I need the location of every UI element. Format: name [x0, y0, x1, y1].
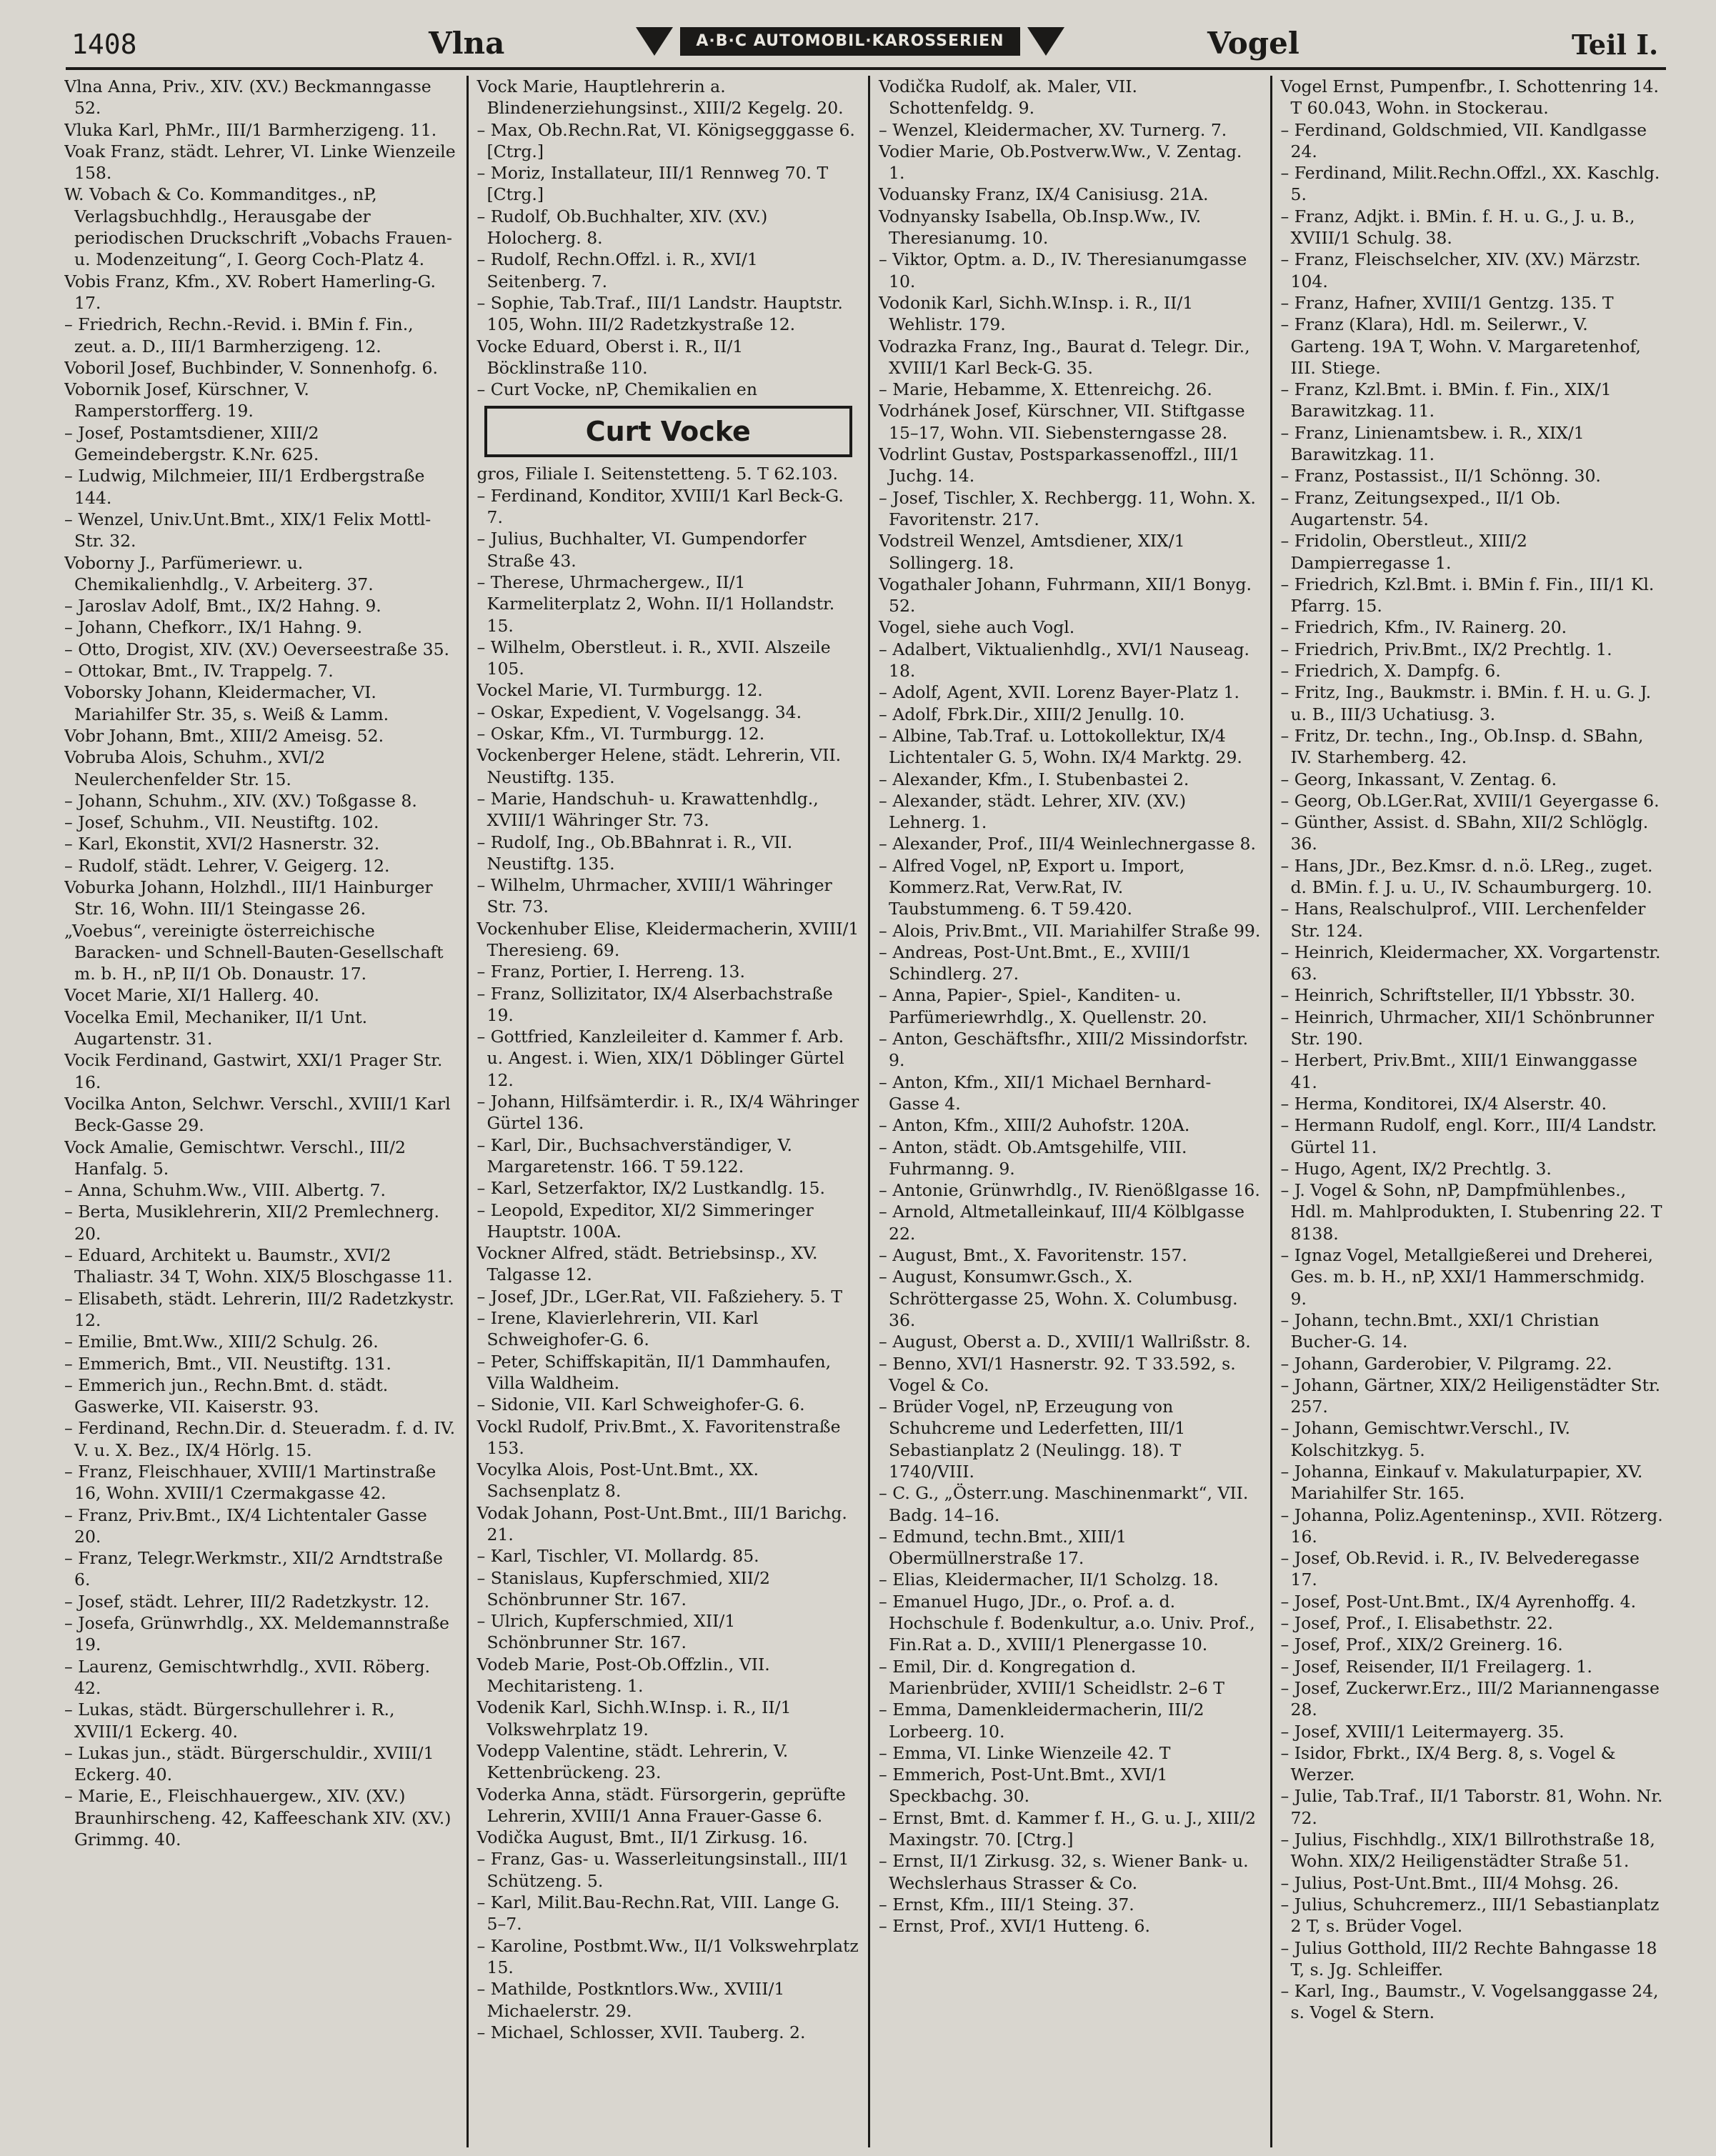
logo-left-icon [636, 27, 673, 56]
directory-entry: Voborsky Johann, Kleidermacher, VI. Mariahilfer Str. 35, s. Weiß & Lamm. [64, 682, 389, 724]
directory-entry: – J. Vogel & Sohn, nP, Dampfmühlenbes., Hdl. m. Mahlprodukten, I. Stubenring 22. T 8138. [1280, 1180, 1662, 1244]
directory-entry: – Josef, Schuhm., VII. Neustiftg. 102. [64, 812, 379, 833]
directory-entry: – Josef, städt. Lehrer, III/2 Radetzkystr. 12. [64, 1591, 430, 1612]
directory-entry: – Emanuel Hugo, JDr., o. Prof. a. d. Hochschule f. Bodenkultur, a.o. Univ. Prof., Fin.Rat a. D., XVIII/1 Plenergasse 10. [879, 1591, 1255, 1655]
directory-entry: – Franz, Gas- u. Wasserleitungsinstall., III/1 Schützeng. 5. [477, 1849, 849, 1891]
directory-entry: Vodenik Karl, Sichh.W.Insp. i. R., II/1 Volkswehrplatz 19. [477, 1697, 792, 1740]
directory-entry: – Johann, techn.Bmt., XXI/1 Christian Bucher-G. 14. [1280, 1309, 1600, 1352]
directory-entry: – Emmerich jun., Rechn.Bmt. d. städt. Gaswerke, VII. Kaiserstr. 93. [64, 1374, 389, 1417]
directory-entry: – Wenzel, Kleidermacher, XV. Turnerg. 7. [879, 119, 1227, 140]
directory-entry: – Emma, VI. Linke Wienzeile 42. T [879, 1742, 1171, 1763]
directory-entry: Vodrhánek Josef, Kürschner, VII. Stiftgasse 15–17, Wohn. VII. Siebensterngasse 28. [879, 401, 1245, 443]
directory-entry: – Therese, Uhrmachergew., II/1 Karmeliterplatz 2, Wohn. II/1 Hollandstr. 15. [477, 572, 835, 636]
directory-entry: – Hans, JDr., Bez.Kmsr. d. n.ö. LReg., zuget. d. BMin. f. J. u. U., IV. Schaumburgerg. 10. [1280, 855, 1653, 897]
directory-entry: – Ernst, Bmt. d. Kammer f. H., G. u. J., XIII/2 Maxingstr. 70. [Ctrg.] [879, 1807, 1256, 1850]
directory-entry: – Franz, Linienamtsbew. i. R., XIX/1 Barawitzkag. 11. [1280, 422, 1585, 465]
directory-entry: – Ernst, II/1 Zirkusg. 32, s. Wiener Bank- u. Wechslerhaus Strasser & Co. [879, 1851, 1249, 1893]
directory-entry: – Elisabeth, städt. Lehrerin, III/2 Radetzkystr. 12. [64, 1288, 454, 1330]
directory-entry: Vodička August, Bmt., II/1 Zirkusg. 16. [477, 1827, 808, 1848]
directory-entry: – Hans, Realschulprof., VIII. Lerchenfelder Str. 124. [1280, 899, 1646, 941]
directory-entry: – Rudolf, Rechn.Offzl. i. R., XVI/1 Seitenberg. 7. [477, 249, 758, 291]
directory-entry: – Karl, Dir., Buchsachverständiger, V. Margaretenstr. 166. T 59.122. [477, 1134, 792, 1177]
part-label: Teil I. [1572, 29, 1659, 61]
directory-entry: Vocylka Alois, Post-Unt.Bmt., XX. Sachsenplatz 8. [477, 1459, 759, 1502]
directory-entry: – Gottfried, Kanzleileiter d. Kammer f. Arb. u. Angest. i. Wien, XIX/1 Döblinger Gürtel 12. [477, 1027, 844, 1090]
directory-entry: Vodeb Marie, Post-Ob.Offzlin., VII. Mechitaristeng. 1. [477, 1654, 770, 1697]
directory-entry: Vobis Franz, Kfm., XV. Robert Hamerling-G. 17. [64, 271, 436, 313]
directory-entry: – Friedrich, X. Dampfg. 6. [1280, 661, 1501, 682]
directory-entry: – Heinrich, Uhrmacher, XII/1 Schönbrunner Str. 190. [1280, 1007, 1655, 1049]
directory-entry: – Franz, Fleischselcher, XIV. (XV.) Märzstr. 104. [1280, 249, 1641, 291]
directory-entry: Vodrlint Gustav, Postsparkassenoffzl., III/1 Juchg. 14. [879, 444, 1240, 486]
directory-entry: Vodstreil Wenzel, Amtsdiener, XIX/1 Sollingerg. 18. [879, 531, 1185, 573]
directory-entry: Vockenberger Helene, städt. Lehrerin, VII. Neustiftg. 135. [477, 745, 842, 787]
directory-entry: – Michael, Schlosser, XVII. Tauberg. 2. [477, 2022, 806, 2042]
directory-entry: – Rudolf, Ing., Ob.BBahnrat i. R., VII. Neustiftg. 135. [477, 832, 793, 874]
directory-entry: – Karl, Milit.Bau-Rechn.Rat, VIII. Lange G. 5–7. [477, 1892, 840, 1935]
directory-entry: Vocik Ferdinand, Gastwirt, XXI/1 Prager Str. 16. [64, 1050, 443, 1092]
header-last-entry: Vogel [1207, 26, 1300, 61]
directory-entry: – Johann, Gemischtwr.Verschl., IV. Kolschitzkyg. 5. [1280, 1418, 1571, 1460]
directory-entry: – Franz, Sollizitator, IX/4 Alserbachstraße 19. [477, 983, 833, 1025]
directory-entry: – Karl, Ekonstit, XVI/2 Hasnerstr. 32. [64, 834, 380, 854]
directory-entry: – Franz, Fleischhauer, XVIII/1 Martinstraße 16, Wohn. XVIII/1 Czermakgasse 42. [64, 1462, 437, 1504]
directory-entry: Vodak Johann, Post-Unt.Bmt., III/1 Barichg. 21. [477, 1502, 847, 1544]
directory-entry: Vobruba Alois, Schuhm., XVI/2 Neulerchenfelder Str. 15. [64, 747, 326, 789]
directory-entry: – Ottokar, Bmt., IV. Trappelg. 7. [64, 661, 334, 682]
directory-entry: – Emma, Damenkleidermacherin, III/2 Lorbeerg. 10. [879, 1700, 1204, 1742]
directory-entry: – Josef, JDr., LGer.Rat, VII. Faßziehery. 5. T [477, 1286, 843, 1307]
directory-entry: – Lukas, städt. Bürgerschullehrer i. R., XVIII/1 Eckerg. 40. [64, 1700, 395, 1742]
directory-entry: – Friedrich, Kfm., IV. Rainerg. 20. [1280, 617, 1567, 638]
directory-entry: – Arnold, Altmetalleinkauf, III/4 Kölblgasse 22. [879, 1202, 1244, 1244]
directory-entry: Vodonik Karl, Sichh.W.Insp. i. R., II/1 Wehlistr. 179. [879, 292, 1194, 335]
directory-entry: – Sophie, Tab.Traf., III/1 Landstr. Hauptstr. 105, Wohn. III/2 Radetzkystraße 12. [477, 292, 843, 335]
directory-entry: Voboril Josef, Buchbinder, V. Sonnenhofg. 6. [64, 357, 438, 378]
directory-entry: – Franz, Telegr.Werkmstr., XII/2 Arndtstraße 6. [64, 1548, 443, 1590]
directory-entry: – Günther, Assist. d. SBahn, XII/2 Schlöglg. 36. [1280, 812, 1649, 854]
directory-entry: – Emmerich, Bmt., VII. Neustiftg. 131. [64, 1353, 391, 1374]
directory-entry: Vlna Anna, Priv., XIV. (XV.) Beckmanngasse 52. [64, 76, 432, 119]
directory-entry: Vogel, siehe auch Vogl. [879, 617, 1075, 638]
directory-entry: Vobornik Josef, Kürschner, V. Ramperstorfferg. 19. [64, 379, 309, 421]
directory-entry: – Wilhelm, Oberstleut. i. R., XVII. Alszeile 105. [477, 637, 831, 679]
directory-entry: – Herbert, Priv.Bmt., XIII/1 Einwanggasse 41. [1280, 1050, 1637, 1092]
directory-entry: – Johann, Hilfsämterdir. i. R., IX/4 Währinger Gürtel 136. [477, 1092, 859, 1134]
directory-entry: Voborny J., Parfümeriewr. u. Chemikalienhdlg., V. Arbeiterg. 37. [64, 552, 374, 594]
directory-entry: Vockl Rudolf, Priv.Bmt., X. Favoritenstraße 153. [477, 1416, 841, 1458]
directory-entry: – Anton, Kfm., XIII/2 Auhofstr. 120A. [879, 1115, 1190, 1136]
column-4 [1270, 76, 1672, 2147]
banner-text: A·B·C AUTOMOBIL·KAROSSERIEN [680, 27, 1020, 56]
column-2-bottom [477, 463, 860, 2043]
directory-entry: Vodička Rudolf, ak. Maler, VII. Schottenfeldg. 9. [879, 76, 1138, 119]
directory-entry: Vock Amalie, Gemischtwr. Verschl., III/2 Hanfalg. 5. [64, 1137, 406, 1179]
directory-entry: – Ferdinand, Rechn.Dir. d. Steueradm. f. d. IV. V. u. X. Bez., IX/4 Hörlg. 15. [64, 1418, 456, 1460]
directory-entry: – Anna, Schuhm.Ww., VIII. Albertg. 7. [64, 1180, 386, 1201]
directory-entry: – Josef, Prof., XIX/2 Greinerg. 16. [1280, 1635, 1563, 1655]
directory-entry: Vobr Johann, Bmt., XIII/2 Ameisg. 52. [64, 725, 384, 746]
directory-entry: – Oskar, Kfm., VI. Turmburgg. 12. [477, 724, 765, 744]
directory-entry: – Curt Vocke, nP, Chemikalien en [477, 379, 757, 400]
directory-entry: – Herma, Konditorei, IX/4 Alserstr. 40. [1280, 1093, 1607, 1114]
directory-entry: Vodrazka Franz, Ing., Baurat d. Telegr. Dir., XVIII/1 Karl Beck-G. 35. [879, 336, 1250, 378]
directory-entry: Vocilka Anton, Selchwr. Verschl., XVIII/1 Karl Beck-Gasse 29. [64, 1093, 451, 1136]
directory-entry: – Karl, Setzerfaktor, IX/2 Lustkandlg. 15. [477, 1178, 825, 1199]
directory-entry: – Marie, Handschuh- u. Krawattenhdlg., XVIII/1 Währinger Str. 73. [477, 788, 819, 831]
directory-entry: – Emmerich, Post-Unt.Bmt., XVI/1 Speckbachg. 30. [879, 1765, 1168, 1807]
directory-entry: – Isidor, Fbrkt., IX/4 Berg. 8, s. Vogel & Werzer. [1280, 1742, 1616, 1785]
directory-entry: Vockel Marie, VI. Turmburgg. 12. [477, 680, 763, 701]
directory-entry: – Heinrich, Schriftsteller, II/1 Ybbsstr. 30. [1280, 985, 1636, 1006]
advertisement-box: Curt Vocke [484, 406, 853, 457]
directory-entry: – C. G., „Österr.ung. Maschinenmarkt“, VII. Badg. 14–16. [879, 1483, 1249, 1525]
directory-entry: – Friedrich, Priv.Bmt., IX/2 Prechtlg. 1. [1280, 639, 1612, 659]
directory-entry: – Ludwig, Milchmeier, III/1 Erdbergstraße 144. [64, 466, 425, 508]
advertising-banner [636, 26, 1064, 57]
directory-entry: – Wenzel, Univ.Unt.Bmt., XIX/1 Felix Mottl-Str. 32. [64, 509, 432, 552]
directory-entry: – Edmund, techn.Bmt., XIII/1 Obermüllnerstraße 17. [879, 1526, 1127, 1569]
directory-entry: – Brüder Vogel, nP, Erzeugung von Schuhcreme und Lederfetten, III/1 Sebastianplatz 2 (Neulingg. 18). T 1740/VIII. [879, 1397, 1186, 1482]
directory-entry: – Friedrich, Kzl.Bmt. i. BMin f. Fin., III/1 Kl. Pfarrg. 15. [1280, 574, 1655, 617]
page-header [0, 0, 1716, 63]
directory-entry: – Anton, Geschäftsfhr., XIII/2 Missindorfstr. 9. [879, 1029, 1249, 1071]
directory-entry: – Alexander, Kfm., I. Stubenbastei 2. [879, 769, 1189, 789]
directory-entry: – Max, Ob.Rechn.Rat, VI. Königsegggasse 6. [Ctrg.] [477, 119, 855, 161]
directory-entry: – Benno, XVI/1 Hasnerstr. 92. T 33.592, s. Vogel & Co. [879, 1353, 1236, 1395]
directory-entry: Vodnyansky Isabella, Ob.Insp.Ww., IV. Theresianumg. 10. [879, 206, 1202, 249]
directory-entry: – Viktor, Optm. a. D., IV. Theresianumgasse 10. [879, 249, 1247, 291]
directory-entry: – Karl, Tischler, VI. Mollardg. 85. [477, 1546, 759, 1567]
directory-columns [64, 76, 1672, 2147]
directory-entry: – Hugo, Agent, IX/2 Prechtlg. 3. [1280, 1158, 1552, 1179]
directory-entry: – Karl, Ing., Baumstr., V. Vogelsanggasse 24, s. Vogel & Stern. [1280, 1981, 1659, 2023]
directory-entry: Vocelka Emil, Mechaniker, II/1 Unt. Augartenstr. 31. [64, 1007, 368, 1049]
directory-entry: Voburka Johann, Holzhdl., III/1 Hainburger Str. 16, Wohn. III/1 Steingasse 26. [64, 877, 433, 919]
directory-entry: Vockenhuber Elise, Kleidermacherin, XVIII/1 Theresieng. 69. [477, 918, 859, 960]
directory-entry: – Oskar, Expedient, V. Vogelsangg. 34. [477, 702, 802, 722]
directory-entry: – Ernst, Kfm., III/1 Steing. 37. [879, 1894, 1134, 1915]
directory-entry: – Antonie, Grünwrhdlg., IV. Rienößlgasse 16. [879, 1180, 1260, 1201]
directory-entry: – Franz, Zeitungsexped., II/1 Ob. Augartenstr. 54. [1280, 487, 1561, 529]
directory-entry: W. Vobach & Co. Kommanditges., nP, Verlagsbuchhdlg., Herausgabe der periodischen Druckschrift „Vobachs Frauen- u. Modenzeitung“, I. Georg Coch-Platz 4. [64, 184, 453, 270]
directory-entry: – Albine, Tab.Traf. u. Lottokollektur, IX/4 Lichtentaler G. 5, Wohn. IX/4 Marktg. 29. [879, 725, 1242, 768]
directory-entry: – Alois, Priv.Bmt., VII. Mariahilfer Straße 99. [879, 920, 1261, 941]
directory-entry: Vogel Ernst, Pumpenfbr., I. Schottenring 14. T 60.043, Wohn. in Stockerau. [1280, 76, 1659, 119]
directory-entry: – Julius, Buchhalter, VI. Gumpendorfer Straße 43. [477, 529, 807, 571]
directory-entry: – August, Bmt., X. Favoritenstr. 157. [879, 1245, 1187, 1266]
directory-entry: – August, Konsumwr.Gsch., X. Schröttergasse 25, Wohn. X. Columbusg. 36. [879, 1267, 1238, 1330]
directory-entry: – Franz, Adjkt. i. BMin. f. H. u. G., J. u. B., XVIII/1 Schulg. 38. [1280, 206, 1635, 249]
directory-entry: – Adalbert, Viktualienhdlg., XVI/1 Nauseag. 18. [879, 639, 1249, 682]
directory-entry: Vodier Marie, Ob.Postverw.Ww., V. Zentag. 1. [879, 141, 1242, 184]
directory-entry: – Josef, Tischler, X. Rechbergg. 11, Wohn. X. Favoritenstr. 217. [879, 487, 1256, 529]
directory-entry: Vockner Alfred, städt. Betriebsinsp., XV. Talgasse 12. [477, 1243, 818, 1285]
directory-entry: – Hermann Rudolf, engl. Korr., III/4 Landstr. Gürtel 11. [1280, 1115, 1657, 1157]
directory-entry: – Ferdinand, Konditor, XVIII/1 Karl Beck-G. 7. [477, 485, 844, 528]
directory-entry: – Lukas jun., städt. Bürgerschuldir., XVIII/1 Eckerg. 40. [64, 1742, 434, 1785]
directory-entry: – Jaroslav Adolf, Bmt., IX/2 Hahng. 9. [64, 596, 381, 617]
header-rule [66, 67, 1666, 70]
directory-entry: gros, Filiale I. Seitenstetteng. 5. T 62.103. [477, 464, 838, 484]
directory-entry: – Josef, Reisender, II/1 Freilagerg. 1. [1280, 1656, 1592, 1677]
directory-entry: – Andreas, Post-Unt.Bmt., E., XVIII/1 Schindlerg. 27. [879, 942, 1192, 984]
directory-entry: – Johann, Garderobier, V. Pilgramg. 22. [1280, 1353, 1612, 1374]
directory-entry: – Josef, Ob.Revid. i. R., IV. Belvederegasse 17. [1280, 1548, 1640, 1590]
directory-entry: – Wilhelm, Uhrmacher, XVIII/1 Währinger Str. 73. [477, 875, 832, 917]
directory-entry: – Ferdinand, Milit.Rechn.Offzl., XX. Kaschlg. 5. [1280, 163, 1660, 205]
column-1 [64, 76, 467, 2147]
directory-entry: – Otto, Drogist, XIV. (XV.) Oeverseestraße 35. [64, 639, 450, 659]
directory-entry: – Franz, Kzl.Bmt. i. BMin. f. Fin., XIX/1 Barawitzkag. 11. [1280, 379, 1612, 421]
directory-entry: – Johann, Chefkorr., IX/1 Hahng. 9. [64, 617, 363, 638]
directory-entry: – Josef, Postamtsdiener, XIII/2 Gemeindebergstr. K.Nr. 625. [64, 422, 319, 465]
directory-entry: – Johanna, Poliz.Agenteninsp., XVII. Rötzerg. 16. [1280, 1504, 1663, 1547]
directory-entry: – Anton, Kfm., XII/1 Michael Bernhard-Gasse 4. [879, 1072, 1212, 1114]
directory-entry: – Franz, Postassist., II/1 Schönng. 30. [1280, 466, 1601, 486]
directory-entry: – Emilie, Bmt.Ww., XIII/2 Schulg. 26. [64, 1332, 379, 1352]
directory-entry: – Josef, Prof., I. Elisabethstr. 22. [1280, 1613, 1553, 1634]
column-2 [467, 76, 869, 2147]
directory-entry: – Adolf, Fbrk.Dir., XIII/2 Jenullg. 10. [879, 704, 1185, 724]
directory-entry: Vogathaler Johann, Fuhrmann, XII/1 Bonyg. 52. [879, 574, 1252, 617]
directory-entry: – Moriz, Installateur, III/1 Rennweg 70. T [Ctrg.] [477, 163, 829, 205]
directory-entry: – Anna, Papier-, Spiel-, Kanditen- u. Parfümeriewrhdlg., X. Quellenstr. 20. [879, 985, 1207, 1027]
directory-entry: – Johann, Schuhm., XIV. (XV.) Toßgasse 8. [64, 790, 417, 811]
column-3 [868, 76, 1270, 2147]
directory-entry: – Alexander, Prof., III/4 Weinlechnergasse 8. [879, 834, 1256, 854]
directory-entry: – Friedrich, Rechn.-Revid. i. BMin f. Fin., zeut. a. D., III/1 Barmherzigeng. 12. [64, 314, 414, 356]
directory-entry: – Ferdinand, Goldschmied, VII. Kandlgasse 24. [1280, 119, 1647, 161]
directory-entry: – Sidonie, VII. Karl Schweighofer-G. 6. [477, 1394, 805, 1415]
directory-entry: – Julius, Fischhdlg., XIX/1 Billrothstraße 18, Wohn. XIX/2 Heiligenstädter Straße 51. [1280, 1830, 1655, 1872]
directory-entry: „Voebus“, vereinigte österreichische Baracken- und Schnell-Bauten-Gesellschaft m. b. H., nP, II/1 Ob. Donaustr. 17. [64, 920, 444, 984]
directory-entry: Vock Marie, Hauptlehrerin a. Blindenerziehungsinst., XIII/2 Kegelg. 20. [477, 76, 844, 119]
directory-entry: – Berta, Musiklehrerin, XII/2 Premlechnerg. 20. [64, 1202, 439, 1244]
directory-entry: – Josef, XVIII/1 Leitermayerg. 35. [1280, 1721, 1565, 1742]
header-first-entry: Vlna [429, 26, 505, 61]
directory-entry: – Fridolin, Oberstleut., XIII/2 Dampierregasse 1. [1280, 531, 1527, 573]
directory-entry: – Julie, Tab.Traf., II/1 Taborstr. 81, Wohn. Nr. 72. [1280, 1786, 1663, 1828]
directory-entry: Vluka Karl, PhMr., III/1 Barmherzigeng. 11. [64, 119, 437, 140]
directory-entry: Vocet Marie, XI/1 Hallerg. 40. [64, 985, 319, 1006]
directory-entry: – Franz, Priv.Bmt., IX/4 Lichtentaler Gasse 20. [64, 1504, 427, 1547]
directory-entry: – Franz (Klara), Hdl. m. Seilerwr., V. Garteng. 19A T, Wohn. V. Margaretenhof, III. Stiege. [1280, 314, 1641, 378]
directory-entry: – Emil, Dir. d. Kongregation d. Marienbrüder, XVIII/1 Scheidlstr. 2–6 T [879, 1656, 1224, 1698]
directory-entry: – Anton, städt. Ob.Amtsgehilfe, VIII. Fuhrmanng. 9. [879, 1137, 1187, 1179]
directory-entry: – Heinrich, Kleidermacher, XX. Vorgartenstr. 63. [1280, 942, 1661, 984]
directory-entry: – Leopold, Expeditor, XI/2 Simmeringer Hauptstr. 100A. [477, 1199, 814, 1242]
directory-entry: – Fritz, Dr. techn., Ing., Ob.Insp. d. SBahn, IV. Starhemberg. 42. [1280, 725, 1644, 768]
directory-entry: – August, Oberst a. D., XVIII/1 Wallrißstr. 8. [879, 1332, 1251, 1352]
directory-entry: – Johanna, Einkauf v. Makulaturpapier, XV. Mariahilfer Str. 165. [1280, 1462, 1643, 1504]
directory-entry: Vocke Eduard, Oberst i. R., II/1 Böcklinstraße 110. [477, 336, 744, 378]
directory-entry: Voduansky Franz, IX/4 Canisiusg. 21A. [879, 184, 1209, 205]
directory-entry: – Julius, Schuhcremerz., III/1 Sebastianplatz 2 T, s. Brüder Vogel. [1280, 1894, 1660, 1937]
directory-entry: – Georg, Ob.LGer.Rat, XVIII/1 Geyergasse 6. [1280, 790, 1660, 811]
directory-entry: – Stanislaus, Kupferschmied, XII/2 Schönbrunner Str. 167. [477, 1567, 770, 1609]
directory-entry: – Ulrich, Kupferschmied, XII/1 Schönbrunner Str. 167. [477, 1611, 736, 1653]
directory-entry: – Peter, Schiffskapitän, II/1 Dammhaufen, Villa Waldheim. [477, 1351, 832, 1393]
directory-entry: – Alfred Vogel, nP, Export u. Import, Kommerz.Rat, Verw.Rat, IV. Taubstummeng. 6. T 59.420. [879, 855, 1185, 919]
directory-entry: – Marie, Hebamme, X. Ettenreichg. 26. [879, 379, 1212, 400]
directory-entry: Voderka Anna, städt. Fürsorgerin, geprüfte Lehrerin, XVIII/1 Anna Frauer-Gasse 6. [477, 1784, 846, 1826]
directory-entry: – Adolf, Agent, XVII. Lorenz Bayer-Platz 1. [879, 682, 1239, 703]
column-2-top [477, 76, 860, 400]
directory-entry: – Laurenz, Gemischtwrhdlg., XVII. Röberg. 42. [64, 1656, 431, 1698]
directory-entry: Voak Franz, städt. Lehrer, VI. Linke Wienzeile 158. [64, 141, 456, 184]
logo-right-icon [1027, 27, 1064, 56]
directory-entry: – Rudolf, Ob.Buchhalter, XIV. (XV.) Holocherg. 8. [477, 206, 768, 249]
directory-entry: – Alexander, städt. Lehrer, XIV. (XV.) Lehnerg. 1. [879, 790, 1187, 833]
directory-entry: – Josefa, Grünwrhdlg., XX. Meldemannstraße 19. [64, 1613, 449, 1655]
directory-entry: – Ignaz Vogel, Metallgießerei und Dreherei, Ges. m. b. H., nP, XXI/1 Hammerschmidg. 9. [1280, 1245, 1653, 1309]
directory-entry: – Georg, Inkassant, V. Zentag. 6. [1280, 769, 1557, 789]
page-number: 1408 [71, 29, 137, 60]
directory-entry: – Franz, Portier, I. Herreng. 13. [477, 962, 745, 982]
directory-entry: – Josef, Zuckerwr.Erz., III/2 Mariannengasse 28. [1280, 1677, 1660, 1720]
directory-entry: – Marie, E., Fleischhauergew., XIV. (XV.) Braunhirscheng. 42, Kaffeeschank XIV. (XV.) Grimmg. 40. [64, 1786, 452, 1850]
directory-entry: Vodepp Valentine, städt. Lehrerin, V. Kettenbrückeng. 23. [477, 1740, 789, 1783]
directory-entry: – Karoline, Postbmt.Ww., II/1 Volkswehrplatz 15. [477, 1935, 859, 1977]
directory-entry: – Ernst, Prof., XVI/1 Hutteng. 6. [879, 1916, 1150, 1937]
directory-entry: – Rudolf, städt. Lehrer, V. Geigerg. 12. [64, 855, 390, 876]
directory-entry: – Fritz, Ing., Baukmstr. i. BMin. f. H. u. G. J. u. B., III/3 Uchatiusg. 3. [1280, 682, 1652, 724]
directory-entry: – Josef, Post-Unt.Bmt., IX/4 Ayrenhoffg. 4. [1280, 1591, 1637, 1612]
directory-entry: – Mathilde, Postkntlors.Ww., XVIII/1 Michaelerstr. 29. [477, 1979, 785, 2021]
directory-entry: – Eduard, Architekt u. Baumstr., XVI/2 Thaliastr. 34 T, Wohn. XIX/5 Bloschgasse 11. [64, 1245, 453, 1287]
directory-entry: – Julius Gotthold, III/2 Rechte Bahngasse 18 T, s. Jg. Schleiffer. [1280, 1937, 1657, 1980]
directory-entry: – Johann, Gärtner, XIX/2 Heiligenstädter Str. 257. [1280, 1374, 1661, 1417]
directory-entry: – Julius, Post-Unt.Bmt., III/4 Mohsg. 26. [1280, 1872, 1620, 1893]
directory-entry: – Elias, Kleidermacher, II/1 Scholzg. 18. [879, 1569, 1219, 1590]
directory-entry: – Franz, Hafner, XVIII/1 Gentzg. 135. T [1280, 292, 1614, 313]
directory-entry: – Irene, Klavierlehrerin, VII. Karl Schweighofer-G. 6. [477, 1308, 759, 1350]
